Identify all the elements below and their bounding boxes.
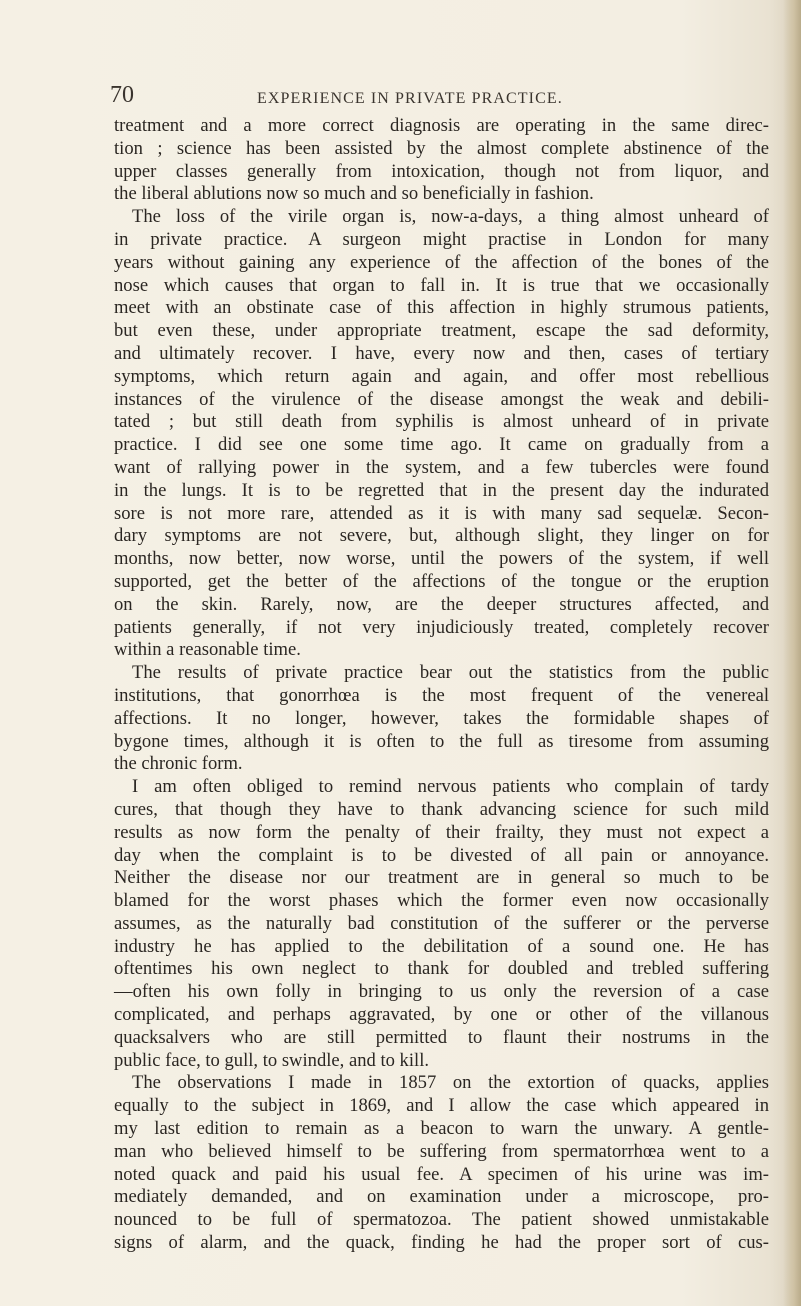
text-line: institutions, that gonorrhœa is the most frequent of the venereal xyxy=(114,684,769,706)
text-line: but even these, under appropriate treatment, escape the sad deformity, xyxy=(114,320,769,342)
page-number: 70 xyxy=(110,82,134,108)
text-line: on the skin. Rarely, now, are the deeper structures affected, and xyxy=(114,593,769,615)
text-line: practice. I did see one some time ago. It came on gradually from a xyxy=(114,434,769,456)
text-line: treatment and a more correct diagnosis are operating in the same direc- xyxy=(114,115,769,136)
text-line: assumes, as the naturally bad constitution of the sufferer or the perverse xyxy=(114,912,769,934)
text-line: signs of alarm, and the quack, finding he had the proper sort of cus- xyxy=(114,1232,769,1254)
text-line: Neither the disease nor our treatment are in general so much to be xyxy=(114,867,769,889)
text-line: noted quack and paid his usual fee. A specimen of his urine was im- xyxy=(114,1163,769,1185)
text-line: the liberal ablutions now so much and so beneficially in fashion. xyxy=(114,183,594,205)
text-line: tion ; science has been assisted by the almost complete abstinence of the xyxy=(114,137,769,159)
text-line: affections. It no longer, however, takes the formidable shapes of xyxy=(114,707,769,729)
text-line: supported, get the better of the affections of the tongue or the eruption xyxy=(114,570,769,592)
text-line: public face, to gull, to swindle, and to kill. xyxy=(114,1049,430,1071)
text-line: instances of the virulence of the disease amongst the weak and debili- xyxy=(114,388,769,410)
text-line: meet with an obstinate case of this affection in highly strumous patients, xyxy=(114,297,769,319)
text-line: tated ; but still death from syphilis is almost unheard of in private xyxy=(114,411,769,433)
text-line: symptoms, which return again and again, and offer most rebellious xyxy=(114,365,769,387)
text-line: The observations I made in 1857 on the extortion of quacks, applies xyxy=(132,1072,769,1094)
text-line: years without gaining any experience of the affection of the bones of the xyxy=(114,251,769,273)
text-line: day when the complaint is to be divested of all pain or annoyance. xyxy=(114,844,769,866)
text-line: —often his own folly in bringing to us only the reversion of a case xyxy=(114,981,769,1003)
text-line: man who believed himself to be suffering from spermatorrhœa went to a xyxy=(114,1140,769,1162)
text-line: The loss of the virile organ is, now-a-days, a thing almost unheard of xyxy=(132,206,769,228)
text-line: nounced to be full of spermatozoa. The patient showed unmistakable xyxy=(114,1209,769,1231)
text-line: and ultimately recover. I have, every now and then, cases of tertiary xyxy=(114,342,769,364)
text-line: my last edition to remain as a beacon to warn the unwary. A gentle- xyxy=(114,1118,769,1140)
text-line: nose which causes that organ to fall in. It is true that we occasionally xyxy=(114,274,769,296)
text-line: in private practice. A surgeon might practise in London for many xyxy=(114,228,769,250)
text-line: patients generally, if not very injudiciously treated, completely recover xyxy=(114,616,769,638)
text-line: equally to the subject in 1869, and I allow the case which appeared in xyxy=(114,1095,769,1117)
body-text xyxy=(114,115,769,1255)
text-line: in the lungs. It is to be regretted that in the present day the indurated xyxy=(114,479,769,501)
text-line: results as now form the penalty of their frailty, they must not expect a xyxy=(114,821,769,843)
text-line: blamed for the worst phases which the former even now occasionally xyxy=(114,890,769,912)
text-line: cures, that though they have to thank advancing science for such mild xyxy=(114,798,769,820)
text-line: The results of private practice bear out the statistics from the public xyxy=(132,662,769,684)
page-edge-shadow xyxy=(783,0,801,1306)
text-line: dary symptoms are not severe, but, although slight, they linger on for xyxy=(114,525,769,547)
text-line: upper classes generally from intoxication, though not from liquor, and xyxy=(114,160,769,182)
text-line: sore is not more rare, attended as it is with many sad sequelæ. Secon- xyxy=(114,502,769,524)
text-line: within a reasonable time. xyxy=(114,639,301,661)
text-line: the chronic form. xyxy=(114,753,243,775)
text-line: months, now better, now worse, until the powers of the system, if well xyxy=(114,548,769,570)
text-line: quacksalvers who are still permitted to flaunt their nostrums in the xyxy=(114,1026,769,1048)
text-line: oftentimes his own neglect to thank for doubled and trebled suffering xyxy=(114,958,769,980)
text-line: mediately demanded, and on examination under a microscope, pro- xyxy=(114,1186,769,1208)
text-line: I am often obliged to remind nervous patients who complain of tardy xyxy=(132,776,769,798)
text-line: complicated, and perhaps aggravated, by one or other of the villanous xyxy=(114,1004,769,1026)
text-line: want of rallying power in the system, and a few tubercles were found xyxy=(114,456,769,478)
running-head: EXPERIENCE IN PRIVATE PRACTICE. xyxy=(257,90,563,107)
text-line: industry he has applied to the debilitation of a sound one. He has xyxy=(114,935,769,957)
text-line: bygone times, although it is often to the full as tiresome from assuming xyxy=(114,730,769,752)
